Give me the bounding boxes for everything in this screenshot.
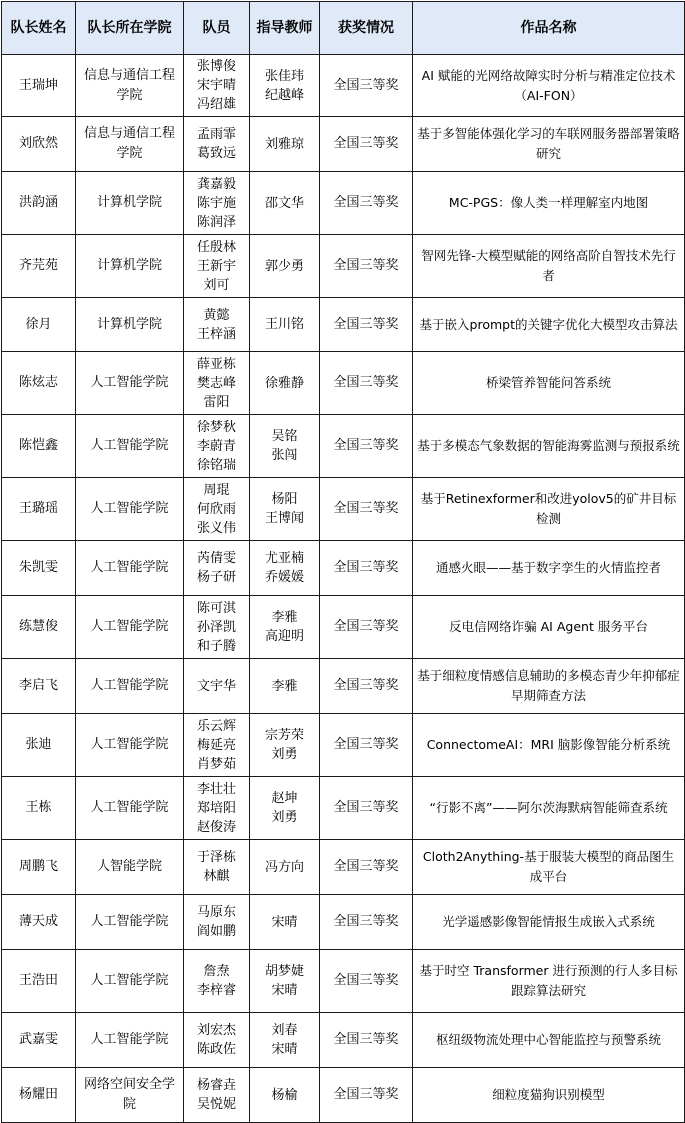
cell-work-title: 桥梁管养智能问答系统 [413,352,685,415]
cell-leader-name: 武嘉雯 [2,1013,76,1068]
cell-award: 全国三等奖 [320,478,413,541]
cell-advisor: 杨阳 王博闻 [250,478,320,541]
table-row [2,298,685,352]
awards-table [1,1,685,1123]
cell-advisor: 邵文华 [250,172,320,235]
cell-award: 全国三等奖 [320,352,413,415]
cell-college: 人工智能学院 [76,714,184,777]
cell-work-title: 反电信网络诈骗 AI Agent 服务平台 [413,596,685,659]
cell-advisor: 赵坤 刘勇 [250,777,320,840]
cell-college: 计算机学院 [76,235,184,298]
cell-leader-name: 陈恺鑫 [2,415,76,478]
cell-work-title: 通感火眼——基于数字孪生的火情监控者 [413,541,685,596]
cell-leader-name: 王浩田 [2,950,76,1013]
cell-college: 人工智能学院 [76,659,184,714]
cell-college: 信息与通信工程学院 [76,117,184,172]
cell-award: 全国三等奖 [320,415,413,478]
cell-award: 全国三等奖 [320,1013,413,1068]
cell-members: 周琨 何欣雨 张义伟 [184,478,250,541]
cell-award: 全国三等奖 [320,117,413,172]
cell-advisor: 胡梦婕 宋晴 [250,950,320,1013]
cell-work-title: MC-PGS：像人类一样理解室内地图 [413,172,685,235]
cell-work-title: 基于Retinexformer和改进yolov5的矿井目标检测 [413,478,685,541]
cell-members: 詹焘 李梓睿 [184,950,250,1013]
cell-work-title: 细粒度猫狗识别模型 [413,1068,685,1123]
table-row [2,352,685,415]
cell-members: 龚嘉毅 陈宇施 陈润泽 [184,172,250,235]
cell-college: 人工智能学院 [76,950,184,1013]
cell-work-title: 基于时空 Transformer 进行预测的行人多目标跟踪算法研究 [413,950,685,1013]
cell-leader-name: 刘欣然 [2,117,76,172]
cell-advisor: 李雅 高迎明 [250,596,320,659]
cell-award: 全国三等奖 [320,777,413,840]
cell-leader-name: 周鹏飞 [2,840,76,895]
table-row [2,541,685,596]
cell-advisor: 徐雅静 [250,352,320,415]
table-row [2,777,685,840]
cell-members: 陈可淇 孙泽凯 和子腾 [184,596,250,659]
cell-members: 徐梦秋 李蔚青 徐铭瑞 [184,415,250,478]
cell-college: 计算机学院 [76,172,184,235]
cell-members: 黄懿 王梓涵 [184,298,250,352]
cell-members: 芮倩雯 杨子研 [184,541,250,596]
cell-college: 人工智能学院 [76,777,184,840]
cell-advisor: 刘春 宋晴 [250,1013,320,1068]
cell-work-title: ConnectomeAI：MRI 脑影像智能分析系统 [413,714,685,777]
cell-college: 人工智能学院 [76,352,184,415]
table-row [2,55,685,117]
cell-leader-name: 齐芫苑 [2,235,76,298]
table-row [2,895,685,950]
cell-leader-name: 练慧俊 [2,596,76,659]
cell-college: 人工智能学院 [76,541,184,596]
cell-advisor: 尤亚楠 乔媛媛 [250,541,320,596]
table-row [2,415,685,478]
cell-members: 李壮壮 郑培阳 赵俊涛 [184,777,250,840]
cell-work-title: 枢纽级物流处理中心智能监控与预警系统 [413,1013,685,1068]
cell-advisor: 郭少勇 [250,235,320,298]
table-row [2,1013,685,1068]
cell-award: 全国三等奖 [320,55,413,117]
cell-leader-name: 朱凯雯 [2,541,76,596]
cell-work-title: 基于细粒度情感信息辅助的多模态青少年抑郁症早期筛查方法 [413,659,685,714]
cell-leader-name: 杨耀田 [2,1068,76,1123]
header-advisor: 指导教师 [250,2,320,55]
table-row [2,659,685,714]
table-row [2,1068,685,1123]
cell-college: 网络空间安全学院 [76,1068,184,1123]
cell-college: 计算机学院 [76,298,184,352]
cell-advisor: 冯方向 [250,840,320,895]
cell-members: 乐云辉 梅延亮 肖梦茹 [184,714,250,777]
cell-leader-name: 张迪 [2,714,76,777]
cell-leader-name: 王瑞坤 [2,55,76,117]
cell-advisor: 杨榆 [250,1068,320,1123]
cell-advisor: 宋晴 [250,895,320,950]
table-header-row [2,2,685,55]
cell-leader-name: 洪韵涵 [2,172,76,235]
cell-work-title: “行影不离”——阿尔茨海默病智能筛查系统 [413,777,685,840]
cell-college: 人工智能学院 [76,1013,184,1068]
cell-advisor: 宗芳荣 刘勇 [250,714,320,777]
cell-work-title: 智网先锋-大模型赋能的网络高阶自智技术先行者 [413,235,685,298]
cell-members: 任殷林 王新宇 刘可 [184,235,250,298]
cell-advisor: 王川铭 [250,298,320,352]
header-work-title: 作品名称 [413,2,685,55]
cell-leader-name: 陈炫志 [2,352,76,415]
cell-college: 人工智能学院 [76,415,184,478]
cell-work-title: AI 赋能的光网络故障实时分析与精准定位技术（AI-FON） [413,55,685,117]
cell-award: 全国三等奖 [320,950,413,1013]
cell-work-title: 基于多智能体强化学习的车联网服务器部署策略研究 [413,117,685,172]
cell-award: 全国三等奖 [320,596,413,659]
cell-members: 薛亚栋 樊志峰 雷阳 [184,352,250,415]
header-award: 获奖情况 [320,2,413,55]
cell-members: 马原东 阎如鹏 [184,895,250,950]
table-body [2,55,685,1123]
cell-work-title: Cloth2Anything-基于服装大模型的商品图生成平台 [413,840,685,895]
cell-award: 全国三等奖 [320,895,413,950]
cell-members: 文宇华 [184,659,250,714]
cell-college: 人智能学院 [76,840,184,895]
cell-award: 全国三等奖 [320,1068,413,1123]
table-row [2,235,685,298]
cell-award: 全国三等奖 [320,714,413,777]
cell-work-title: 基于多模态气象数据的智能海雾监测与预报系统 [413,415,685,478]
cell-leader-name: 王璐瑶 [2,478,76,541]
cell-college: 人工智能学院 [76,596,184,659]
cell-work-title: 光学遥感影像智能情报生成嵌入式系统 [413,895,685,950]
cell-leader-name: 王栋 [2,777,76,840]
cell-advisor: 李雅 [250,659,320,714]
cell-advisor: 吴铭 张闯 [250,415,320,478]
cell-members: 杨睿垚 吴悦妮 [184,1068,250,1123]
cell-college: 信息与通信工程学院 [76,55,184,117]
header-leader-name: 队长姓名 [2,2,76,55]
table-row [2,950,685,1013]
cell-advisor: 刘雅琼 [250,117,320,172]
cell-members: 张博俊 宋宇晴 冯绍雄 [184,55,250,117]
cell-college: 人工智能学院 [76,895,184,950]
cell-leader-name: 徐月 [2,298,76,352]
cell-members: 刘宏杰 陈政佐 [184,1013,250,1068]
cell-members: 孟雨霏 葛致远 [184,117,250,172]
cell-award: 全国三等奖 [320,172,413,235]
cell-advisor: 张佳玮 纪越峰 [250,55,320,117]
cell-award: 全国三等奖 [320,840,413,895]
table-row [2,840,685,895]
header-members: 队员 [184,2,250,55]
cell-award: 全国三等奖 [320,541,413,596]
table-row [2,478,685,541]
cell-award: 全国三等奖 [320,235,413,298]
table-row [2,172,685,235]
table-row [2,117,685,172]
cell-award: 全国三等奖 [320,659,413,714]
cell-members: 于泽栋 林麒 [184,840,250,895]
cell-college: 人工智能学院 [76,478,184,541]
table-row [2,596,685,659]
cell-leader-name: 李启飞 [2,659,76,714]
table-row [2,714,685,777]
cell-leader-name: 薄天成 [2,895,76,950]
header-leader-college: 队长所在学院 [76,2,184,55]
cell-work-title: 基于嵌入prompt的关键字优化大模型攻击算法 [413,298,685,352]
cell-award: 全国三等奖 [320,298,413,352]
